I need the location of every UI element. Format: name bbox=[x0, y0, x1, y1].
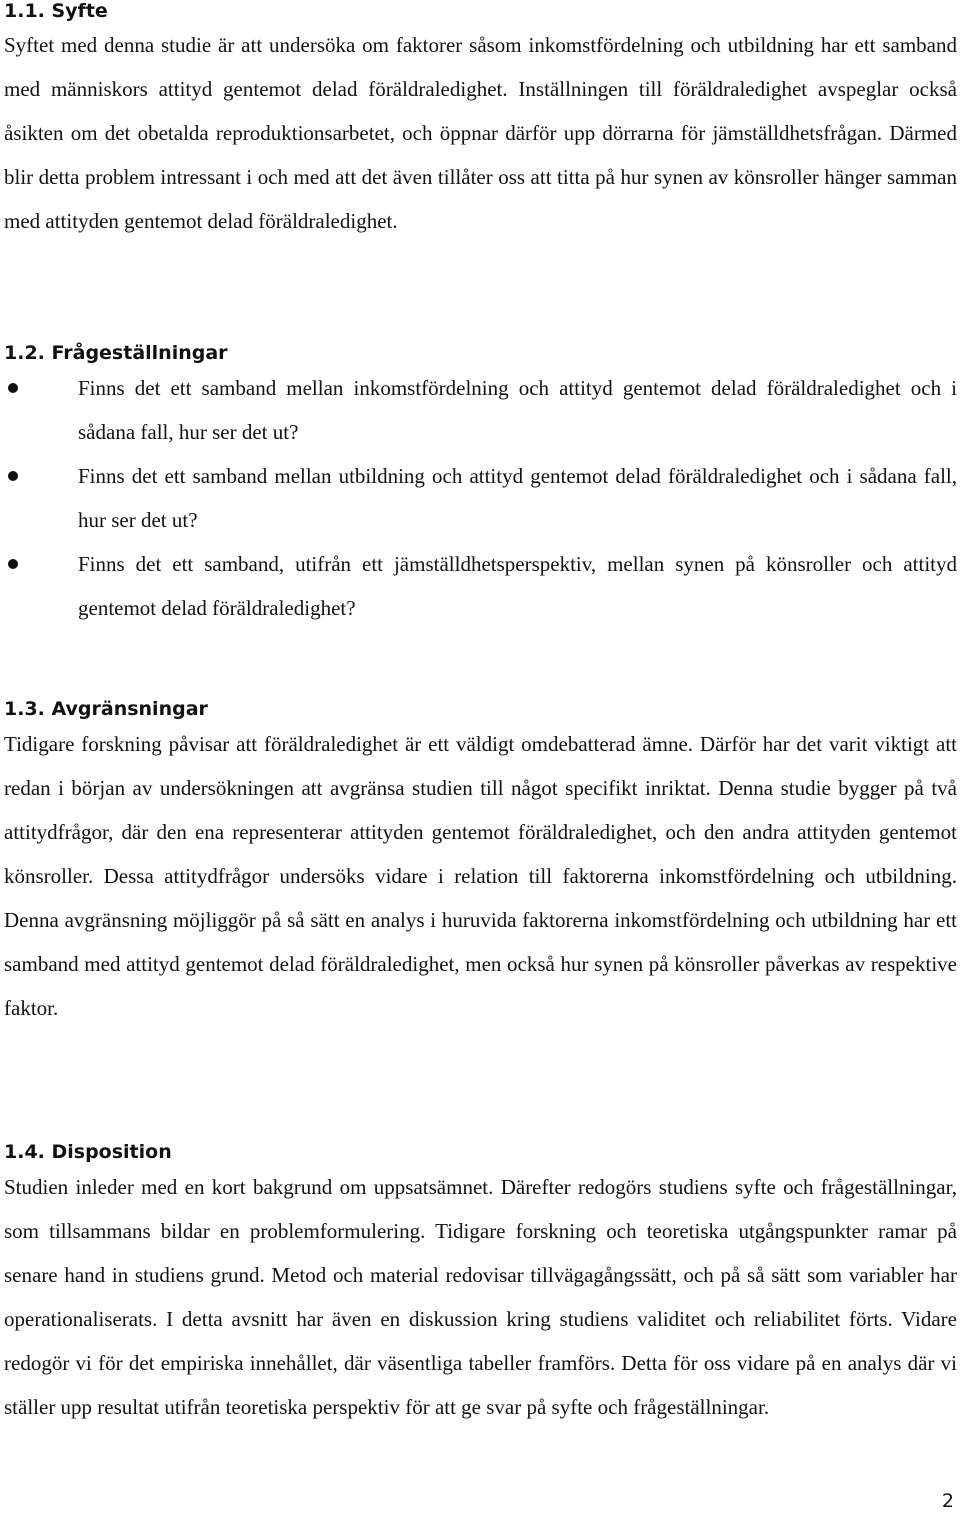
section-heading-syfte: 1.1. Syfte bbox=[4, 0, 108, 22]
list-item-text: Finns det ett samband, utifrån ett jämställdhetsperspektiv, mellan synen på könsroller och attityd gentemot delad föräldraledighet? bbox=[78, 552, 957, 620]
list-item-text: Finns det ett samband mellan utbildning och attityd gentemot delad föräldraledighet och i sådana fall, hur ser det ut? bbox=[78, 464, 957, 532]
page-number: 2 bbox=[941, 1490, 954, 1512]
list-item bbox=[4, 454, 957, 542]
section-heading-avgransningar: 1.3. Avgränsningar bbox=[4, 698, 208, 720]
list-item bbox=[4, 366, 957, 454]
list-item bbox=[4, 542, 957, 630]
section-heading-disposition: 1.4. Disposition bbox=[4, 1141, 172, 1163]
section-heading-fragestallningar: 1.2. Frågeställningar bbox=[4, 342, 228, 364]
list-item-text: Finns det ett samband mellan inkomstfördelning och attityd gentemot delad föräldraledighet och i sådana fall, hur ser det ut? bbox=[78, 376, 957, 444]
bullet-icon bbox=[8, 471, 18, 481]
paragraph-syfte: Syftet med denna studie är att undersöka om faktorer såsom inkomstfördelning och utbildning har ett samband med människors attityd gentemot delad föräldraledighet. Inställningen till föräldraledighet avspeglar också åsikten om det obetalda reproduktionsarbetet, och öppnar därför upp dörrarna för jämställdhetsfrågan. Därmed blir detta problem intressant i och med att det även tillåter oss att titta på hur synen av könsroller hänger samman med attityden gentemot delad föräldraledighet. bbox=[4, 33, 957, 233]
paragraph-avgransningar: Tidigare forskning påvisar att föräldraledighet är ett väldigt omdebatterad ämne. Därför har det varit viktigt att redan i början av undersökningen att avgränsa studien till något specifikt inriktat. Denna studie bygger på två attitydfrågor, där den ena representerar attityden gentemot föräldraledighet, och den andra attityden gentemot könsroller. Dessa attitydfrågor undersöks vidare i relation till faktorerna inkomstfördelning och utbildning. Denna avgränsning möjliggör på så sätt en analys i huruvida faktorerna inkomstfördelning och utbildning har ett samband med attityd gentemot delad föräldraledighet, men också hur synen på könsroller påverkas av respektive faktor. bbox=[4, 732, 957, 1020]
bullet-icon bbox=[8, 559, 18, 569]
question-list bbox=[4, 366, 957, 630]
bullet-icon bbox=[8, 383, 18, 393]
paragraph-disposition: Studien inleder med en kort bakgrund om uppsatsämnet. Därefter redogörs studiens syfte och frågeställningar, som tillsammans bildar en problemformulering. Tidigare forskning och teoretiska utgångspunkter ramar på senare hand in studiens grund. Metod och material redovisar tillvägagångssätt, och på så sätt som variabler har operationaliserats. I detta avsnitt har även en diskussion kring studiens validitet och reliabilitet förts. Vidare redogör vi för det empiriska innehållet, där väsentliga tabeller framförs. Detta för oss vidare på en analys där vi ställer upp resultat utifrån teoretiska perspektiv för att ge svar på syfte och frågeställningar. bbox=[4, 1175, 957, 1419]
